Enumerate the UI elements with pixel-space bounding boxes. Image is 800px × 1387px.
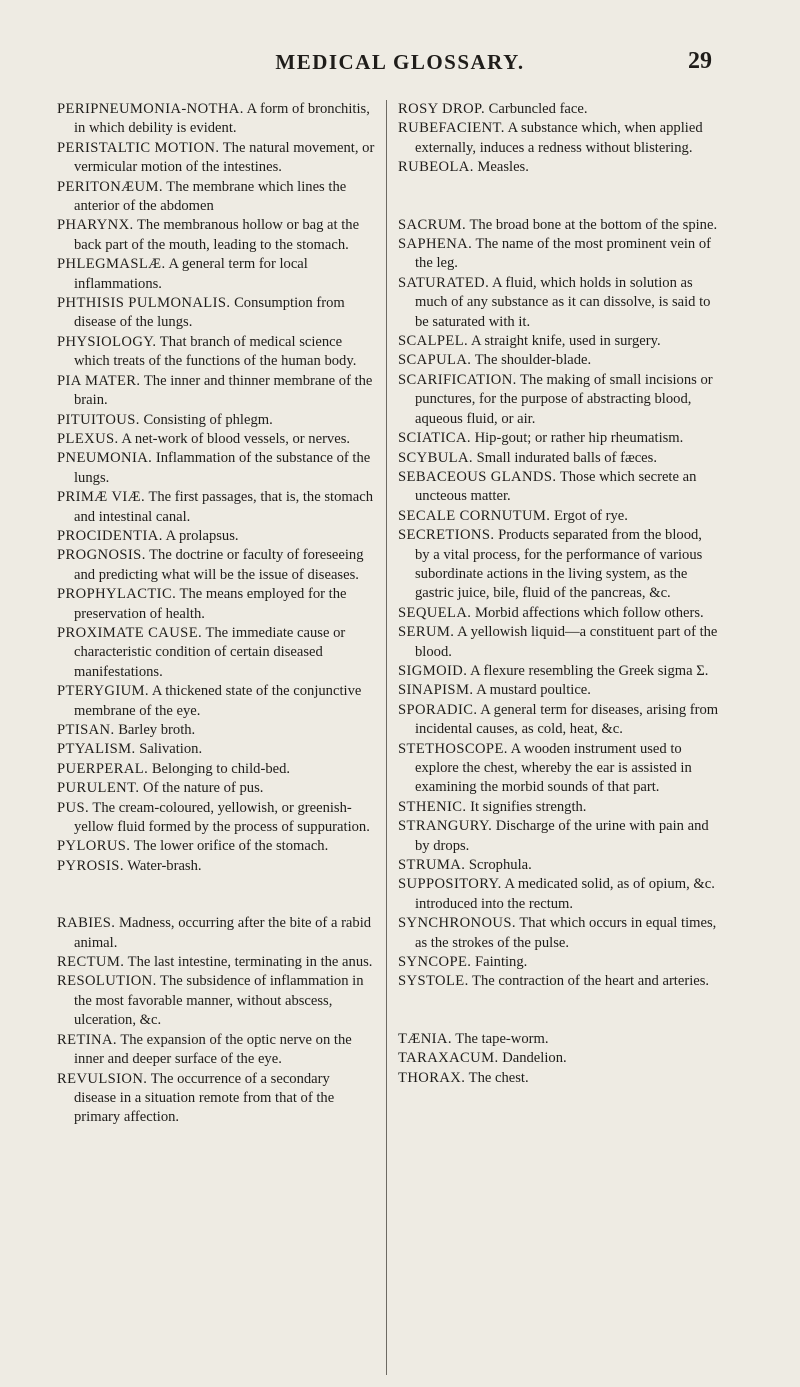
glossary-entry <box>57 624 375 682</box>
glossary-entry <box>57 430 375 449</box>
section-gap <box>57 876 375 914</box>
glossary-entry <box>398 972 720 991</box>
glossary-term: SPORADIC. <box>398 701 478 718</box>
glossary-entry <box>398 953 720 972</box>
glossary-entry <box>398 216 720 235</box>
glossary-definition: A wooden instrument used to explore the chest, whereby the ear is assisted in examining the morbid sounds of that part. <box>415 740 692 796</box>
glossary-entry <box>57 972 375 1030</box>
glossary-entry <box>57 914 375 953</box>
glossary-definition: It signifies strength. <box>466 798 587 815</box>
glossary-term: SACRUM. <box>398 216 467 233</box>
glossary-entry <box>57 139 375 178</box>
glossary-entry <box>57 372 375 411</box>
glossary-definition: Morbid affections which follow others. <box>471 604 704 621</box>
glossary-term: PHARYNX. <box>57 217 134 234</box>
glossary-entry <box>398 856 720 875</box>
glossary-definition: The lower orifice of the stomach. <box>130 838 329 855</box>
glossary-entry <box>57 740 375 759</box>
glossary-definition: That which occurs in equal times, as the strokes of the pulse. <box>415 915 717 951</box>
glossary-entry <box>57 953 375 972</box>
column-divider <box>386 100 387 1375</box>
glossary-definition: The making of small incisions or punctures, for the purpose of abstracting blood, aqueous fluid, or air. <box>415 371 713 427</box>
glossary-term: PROPHYLACTIC. <box>57 586 177 603</box>
glossary-term: PHTHISIS PULMONALIS. <box>57 295 231 312</box>
glossary-entry <box>398 604 720 623</box>
glossary-definition: The expansion of the optic nerve on the inner and deeper surface of the eye. <box>74 1031 352 1068</box>
glossary-term: SCARIFICATION. <box>398 371 517 388</box>
glossary-entry <box>398 429 720 448</box>
glossary-term: PITUITOUS. <box>57 411 140 428</box>
glossary-entry <box>398 914 720 953</box>
glossary-term: PHLEGMASLÆ. <box>57 256 166 273</box>
section-gap <box>398 992 720 1030</box>
glossary-entry <box>57 682 375 721</box>
glossary-definition: The immediate cause or characteristic condition of certain diseased manifestations. <box>74 624 346 680</box>
glossary-definition: Scrophula. <box>465 857 532 874</box>
glossary-entry <box>398 701 720 740</box>
glossary-term: SINAPISM. <box>398 682 474 699</box>
glossary-term: PERIPNEUMONIA-NOTHA. <box>57 101 244 117</box>
glossary-term: ROSY DROP. <box>398 101 485 117</box>
glossary-definition: The contraction of the heart and arteries. <box>468 973 710 990</box>
glossary-entry <box>57 857 375 876</box>
glossary-definition: The doctrine or faculty of foreseeing and predicting what will be the issue of diseases. <box>74 547 364 583</box>
glossary-definition: A flexure resembling the Greek sigma Σ. <box>467 662 709 679</box>
glossary-entry <box>398 1069 720 1088</box>
glossary-definition: A mustard poultice. <box>473 682 591 699</box>
glossary-term: STHENIC. <box>398 798 467 815</box>
glossary-definition: A form of bronchitis, in which debility is evident. <box>74 101 370 137</box>
glossary-entry <box>398 158 720 177</box>
glossary-definition: Consisting of phlegm. <box>139 411 273 428</box>
glossary-term: SCIATICA. <box>398 430 471 447</box>
glossary-entry <box>57 760 375 779</box>
glossary-term: SCALPEL. <box>398 333 469 350</box>
glossary-definition: The subsidence of inflammation in the most favorable manner, without abscess, ulceration, &c. <box>74 973 364 1029</box>
glossary-definition: The natural movement, or vermicular motion of the intestines. <box>74 139 375 176</box>
page-title: MEDICAL GLOSSARY. <box>275 50 525 74</box>
glossary-entry <box>398 371 720 429</box>
glossary-term: PROCIDENTIA. <box>57 527 163 544</box>
glossary-entry <box>398 507 720 526</box>
glossary-entry <box>398 681 720 700</box>
glossary-entry <box>57 333 375 372</box>
glossary-entry <box>398 798 720 817</box>
glossary-definition: Small indurated balls of fæces. <box>472 449 657 466</box>
glossary-entry <box>57 178 375 217</box>
glossary-definition: The last intestine, terminating in the anus. <box>124 954 373 971</box>
glossary-definition: A prolapsus. <box>162 527 239 544</box>
glossary-definition: Products separated from the blood, by a vital process, for the performance of various subordinate actions in the living system, as the gastric juice, bile, fluid of the pancreas, &c. <box>415 527 703 602</box>
glossary-definition: The broad bone at the bottom of the spine. <box>466 216 718 233</box>
glossary-term: SIGMOID. <box>398 662 468 679</box>
left-column <box>57 100 375 1128</box>
glossary-term: SEBACEOUS GLANDS. <box>398 468 557 485</box>
glossary-term: PURULENT. <box>57 780 140 797</box>
glossary-definition: A yellowish liquid—a constituent part of the blood. <box>415 624 718 660</box>
glossary-definition: Of the nature of pus. <box>139 780 264 797</box>
glossary-term: SCYBULA. <box>398 449 473 466</box>
glossary-definition: A thickened state of the conjunctive membrane of the eye. <box>74 683 362 719</box>
glossary-term: PTISAN. <box>57 722 115 738</box>
glossary-entry <box>398 351 720 370</box>
page-header <box>0 50 800 90</box>
glossary-entry <box>57 488 375 527</box>
glossary-definition: A fluid, which holds in solution as much of any substance as it can dissolve, is said to be saturated with it. <box>415 274 711 330</box>
glossary-definition: The membranous hollow or bag at the back part of the mouth, leading to the stomach. <box>74 217 360 253</box>
glossary-definition: Salivation. <box>135 741 203 758</box>
glossary-term: SYNCOPE. <box>398 954 472 971</box>
glossary-entry <box>398 875 720 914</box>
glossary-term: STETHOSCOPE. <box>398 740 508 757</box>
glossary-term: PERITONÆUM. <box>57 178 163 195</box>
glossary-entry <box>57 1070 375 1128</box>
glossary-entry <box>57 527 375 546</box>
glossary-definition: Belonging to child-bed. <box>148 760 291 777</box>
glossary-entry <box>398 1049 720 1068</box>
glossary-definition: The chest. <box>465 1069 529 1086</box>
glossary-term: RECTUM. <box>57 954 125 971</box>
glossary-entry <box>57 799 375 838</box>
glossary-term: TARAXACUM. <box>398 1050 499 1067</box>
glossary-term: STRUMA. <box>398 857 466 874</box>
glossary-definition: Hip-gout; or rather hip rheumatism. <box>470 430 684 447</box>
glossary-entry <box>57 1031 375 1070</box>
glossary-term: REVULSION. <box>57 1070 148 1087</box>
glossary-term: RUBEFACIENT. <box>398 120 505 137</box>
glossary-entry <box>57 837 375 856</box>
glossary-definition: A general term for diseases, arising from incidental causes, as cold, heat, &c. <box>415 701 719 738</box>
glossary-entry <box>57 449 375 488</box>
glossary-term: RABIES. <box>57 915 116 932</box>
glossary-term: PYROSIS. <box>57 857 124 874</box>
glossary-entry <box>398 332 720 351</box>
glossary-entry <box>398 100 720 119</box>
glossary-entry <box>398 119 720 158</box>
glossary-term: PERISTALTIC MOTION. <box>57 139 220 156</box>
glossary-term: SUPPOSITORY. <box>398 876 502 893</box>
right-column <box>398 100 720 1088</box>
section-gap <box>398 178 720 216</box>
glossary-definition: A net-work of blood vessels, or nerves. <box>118 430 351 447</box>
glossary-term: PUERPERAL. <box>57 760 149 777</box>
glossary-definition: Consumption from disease of the lungs. <box>74 295 345 331</box>
glossary-term: PUS. <box>57 799 90 816</box>
glossary-definition: A straight knife, used in surgery. <box>468 333 661 350</box>
glossary-definition: The membrane which lines the anterior of the abdomen <box>74 178 347 215</box>
glossary-entry <box>57 779 375 798</box>
glossary-term: PLEXUS. <box>57 430 119 447</box>
glossary-term: PROGNOSIS. <box>57 547 146 564</box>
glossary-term: SECALE CORNUTUM. <box>398 507 551 524</box>
glossary-definition: Ergot of rye. <box>550 507 628 524</box>
glossary-term: PRIMÆ VIÆ. <box>57 489 146 506</box>
glossary-entry <box>398 468 720 507</box>
glossary-definition: A substance which, when applied externally, induces a redness without blistering. <box>415 120 703 156</box>
glossary-definition: The occurrence of a secondary disease in a situation remote from that of the primary affection. <box>74 1070 335 1126</box>
glossary-definition: Water-brash. <box>123 857 202 874</box>
glossary-term: SECRETIONS. <box>398 527 495 544</box>
glossary-term: SCAPULA. <box>398 352 472 369</box>
glossary-term: PIA MATER. <box>57 372 141 389</box>
glossary-entry <box>57 585 375 624</box>
glossary-definition: Barley broth. <box>114 722 196 738</box>
glossary-entry <box>57 100 375 139</box>
glossary-definition: A medicated solid, as of opium, &c. introduced into the rectum. <box>415 876 715 912</box>
page-number: 29 <box>688 48 712 74</box>
glossary-definition: That branch of medical science which treats of the functions of the human body. <box>74 333 357 370</box>
glossary-definition: Dandelion. <box>498 1050 567 1067</box>
glossary-definition: The shoulder-blade. <box>471 352 592 369</box>
glossary-definition: Madness, occurring after the bite of a rabid animal. <box>74 915 372 951</box>
glossary-definition: The inner and thinner membrane of the brain. <box>74 372 373 409</box>
glossary-entry <box>398 274 720 332</box>
glossary-term: SATURATED. <box>398 274 490 291</box>
glossary-term: PTERYGIUM. <box>57 683 149 700</box>
glossary-term: PTYALISM. <box>57 741 136 758</box>
glossary-entry <box>398 526 720 604</box>
glossary-term: SEQUELA. <box>398 604 472 621</box>
glossary-definition: Inflammation of the substance of the lungs. <box>74 450 371 486</box>
glossary-definition: Discharge of the urine with pain and by drops. <box>415 818 709 854</box>
glossary-entry <box>57 411 375 430</box>
glossary-entry <box>57 255 375 294</box>
glossary-entry <box>398 623 720 662</box>
glossary-term: STRANGURY. <box>398 818 493 835</box>
glossary-term: RETINA. <box>57 1031 117 1048</box>
glossary-entry <box>398 449 720 468</box>
glossary-term: TÆNIA. <box>398 1030 452 1047</box>
glossary-term: SAPHENA. <box>398 236 473 253</box>
glossary-entry <box>57 546 375 585</box>
glossary-definition: The first passages, that is, the stomach and intestinal canal. <box>74 489 373 525</box>
glossary-definition: Measles. <box>473 159 529 176</box>
glossary-entry <box>57 294 375 333</box>
glossary-entry <box>398 740 720 798</box>
glossary-entry <box>398 1030 720 1049</box>
glossary-definition: The means employed for the preservation of health. <box>74 586 347 622</box>
glossary-entry <box>398 235 720 274</box>
glossary-entry <box>57 216 375 255</box>
glossary-definition: Those which secrete an uncteous matter. <box>415 468 697 505</box>
glossary-entry <box>398 817 720 856</box>
glossary-term: PYLORUS. <box>57 838 131 855</box>
glossary-definition: The cream-coloured, yellowish, or greenish-yellow fluid formed by the process of suppuration. <box>74 799 370 836</box>
glossary-definition: The tape-worm. <box>451 1030 549 1047</box>
glossary-term: SYSTOLE. <box>398 973 469 990</box>
glossary-definition: The name of the most prominent vein of the leg. <box>415 236 712 272</box>
glossary-term: SERUM. <box>398 624 455 641</box>
glossary-entry <box>398 662 720 681</box>
glossary-term: THORAX. <box>398 1069 466 1086</box>
glossary-term: PROXIMATE CAUSE. <box>57 624 203 641</box>
glossary-definition: Carbuncled face. <box>485 101 588 117</box>
glossary-term: SYNCHRONOUS. <box>398 915 516 932</box>
glossary-definition: Fainting. <box>471 954 528 971</box>
glossary-term: RUBEOLA. <box>398 159 474 176</box>
glossary-term: PNEUMONIA. <box>57 450 153 467</box>
glossary-definition: A general term for local inflammations. <box>74 256 308 292</box>
glossary-term: PHYSIOLOGY. <box>57 333 157 350</box>
glossary-term: RESOLUTION. <box>57 973 157 990</box>
glossary-entry <box>57 721 375 740</box>
